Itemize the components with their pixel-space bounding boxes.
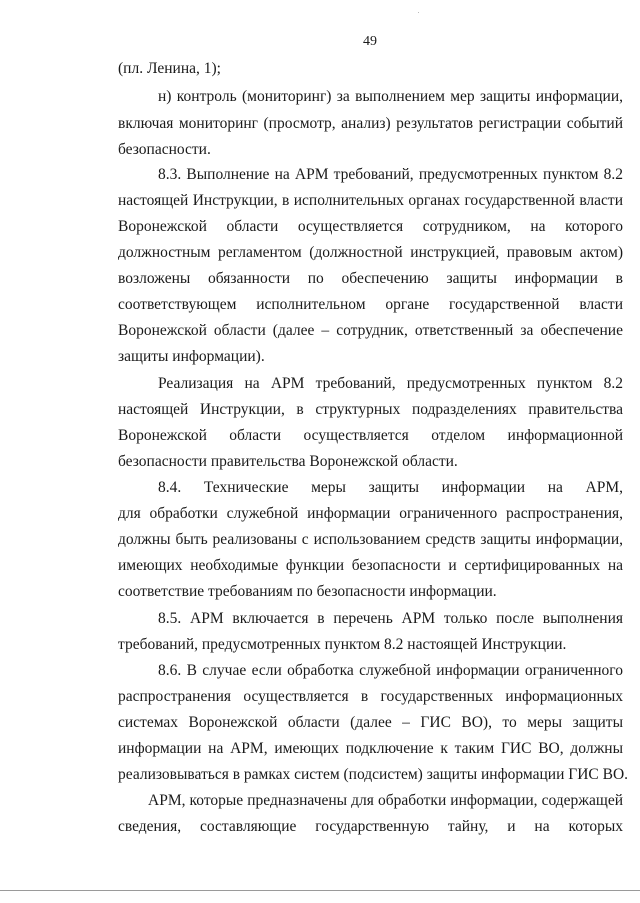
text-line: н) контроль (мониторинг) за выполнением мер защиты информации, — [158, 88, 623, 105]
text-line: реализовываться в рамках систем (подсистем) защиты информации ГИС ВО. — [118, 766, 629, 783]
text-line: защиты информации). — [118, 348, 265, 365]
text-line: системах Воронежской области (далее – ГИС ВО), то меры защиты — [118, 714, 623, 731]
text-line: 8.5. АРМ включается в перечень АРМ только после выполнения — [158, 610, 623, 627]
text-line: 8.4. Технические меры защиты информации на АРМ, — [158, 479, 623, 496]
text-line: возложены обязанности по обеспечению защиты информации в — [118, 270, 623, 287]
text-line: 8.3. Выполнение на АРМ требований, предусмотренных пунктом 8.2 — [158, 166, 623, 183]
text-line: информации на АРМ, имеющих подключение к таким ГИС ВО, должны — [118, 740, 623, 757]
text-line: Воронежской области осуществляется отделом информационной — [118, 427, 623, 444]
text-line: Воронежской области (далее – сотрудник, ответственный за обеспечение — [118, 322, 623, 339]
text-line: Воронежской области осуществляется сотрудником, на которого — [118, 218, 623, 235]
text-line: Реализация на АРМ требований, предусмотренных пунктом 8.2 — [158, 375, 623, 392]
text-line: соответствующем исполнительном органе государственной власти — [118, 296, 623, 313]
text-line: включая мониторинг (просмотр, анализ) результатов регистрации событий — [118, 115, 623, 132]
text-line: сведения, составляющие государственную тайну, и на которых — [118, 818, 623, 835]
text-line: настоящей Инструкции, в исполнительных органах государственной власти — [118, 192, 623, 209]
text-line: для обработки служебной информации ограниченного распространения, — [118, 505, 623, 522]
scan-speck — [418, 12, 419, 13]
text-line: соответствие требованиям по безопасности информации. — [118, 583, 497, 600]
text-line: настоящей Инструкции, в структурных подразделениях правительства — [118, 401, 623, 418]
text-line: должны быть реализованы с использованием средств защиты информации, — [118, 531, 623, 548]
text-line: имеющих необходимые функции безопасности и сертифицированных на — [118, 557, 623, 574]
text-line: требований, предусмотренных пунктом 8.2 настоящей Инструкции. — [118, 636, 567, 653]
text-line: АРМ, которые предназначены для обработки информации, содержащей — [148, 792, 623, 809]
text-line: безопасности правительства Воронежской области. — [118, 453, 458, 470]
text-line: (пл. Ленина, 1); — [118, 60, 221, 77]
page-number: 49 — [363, 34, 377, 49]
text-line: 8.6. В случае если обработка служебной информации ограниченного — [158, 662, 623, 679]
bottom-divider — [0, 890, 640, 891]
text-line: должностным регламентом (должностной инструкцией, правовым актом) — [118, 244, 623, 261]
text-line: безопасности. — [118, 141, 211, 158]
text-line: распространения осуществляется в государственных информационных — [118, 688, 623, 705]
